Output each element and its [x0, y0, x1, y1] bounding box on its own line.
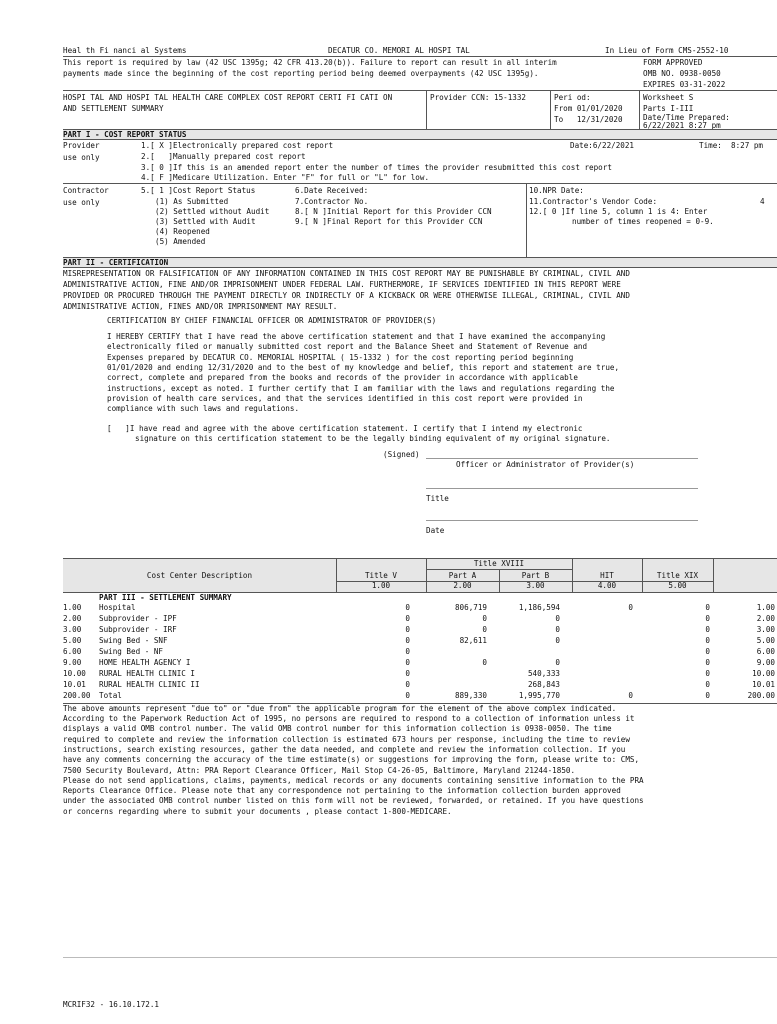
settlement-footnote: The above amounts represent "due to" or "due from" the applicable program for the element of the above complex indicated.: [63, 704, 617, 713]
time-field: Time: 8:27 pm: [699, 141, 764, 150]
period-to: To 12/31/2020: [554, 115, 623, 124]
status-line-4: 4.[ F ]Medicare Utilization. Enter "F" for full or "L" for low.: [141, 173, 430, 182]
row-line-number: 5.00: [63, 636, 82, 645]
cert-heading: CERTIFICATION BY CHIEF FINANCIAL OFFICER OR ADMINISTRATOR OF PROVIDER(S): [107, 316, 437, 325]
row-line-number-right: 10.01: [752, 680, 775, 689]
omb-number: OMB NO. 0938-0050: [643, 69, 721, 78]
notice-line-1: This report is required by law (42 USC 1395g; 42 CFR 413.20(b)). Failure to report can result in all interim: [63, 58, 557, 67]
certification-text-line: 01/01/2020 and ending 12/31/2020 and to the best of my knowledge and belief, this report and statement are true,: [107, 362, 620, 372]
row-amount: 1,186,594: [518, 603, 560, 612]
row-line-number: 1.00: [63, 603, 82, 612]
paperwork-text-line: Reports Clearance Office. Please note that any correspondence not pertaining to the information collection burden approved: [63, 786, 621, 796]
paperwork-text-line: under the associated OMB control number listed on this form will not be reviewed, forwarded, or retained. If you have questions: [63, 796, 644, 806]
status-line-2: 2.[ ]Manually prepared cost report: [141, 152, 306, 161]
row-amount: 0: [628, 691, 633, 700]
row-description: Hospital: [99, 603, 136, 612]
footer-code: MCRIF32 - 16.10.172.1: [63, 1000, 160, 1009]
row-line-number: 3.00: [63, 625, 82, 634]
row-line-number-right: 2.00: [756, 614, 775, 623]
hospital-name: DECATUR CO. MEMORI AL HOSPI TAL: [328, 46, 470, 55]
paperwork-text-line: have any comments concerning the accuracy of the time estimate(s) or suggestions for improving the form, please write to: CMS,: [63, 755, 640, 765]
certification-text-line: provision of health care services, and that the services identified in this cost report were provided in: [107, 393, 583, 403]
row-amount: 0: [405, 658, 410, 667]
row-amount: 0: [705, 625, 710, 634]
form-approved: FORM APPROVED: [643, 58, 703, 67]
row-description: Subprovider - IRF: [99, 625, 177, 634]
row-line-number: 200.00: [63, 691, 91, 700]
row-amount: 0: [705, 614, 710, 623]
row-description: RURAL HEALTH CLINIC II: [99, 680, 200, 689]
row-line-number-right: 10.00: [752, 669, 775, 678]
period-from: From 01/01/2020: [554, 104, 623, 113]
worksheet-parts: Parts I-III: [643, 104, 694, 113]
date-label: Date: [426, 526, 445, 535]
row-amount: 0: [405, 669, 410, 678]
row-amount: 0: [705, 691, 710, 700]
row-description: Total: [99, 691, 122, 700]
part3-heading: PART III - SETTLEMENT SUMMARY: [99, 593, 232, 602]
agree-line-2: signature on this certification statement to be the legally binding equivalent of my original signature.: [135, 434, 611, 443]
cost-report-status-option: (4) Reopened: [155, 227, 210, 236]
row-amount: 0: [405, 636, 410, 645]
row-line-number: 6.00: [63, 647, 82, 656]
status-line-12a: 12.[ 0 ]If line 5, column 1 is 4: Enter: [529, 207, 708, 216]
status-line-8: 8.[ N ]Initial Report for this Provider CCN: [295, 207, 492, 216]
system-name: Heal th Fi nanci al Systems: [63, 46, 187, 55]
provider-use-1: Provider: [63, 141, 100, 150]
status-line-3: 3.[ 0 ]If this is an amended report enter the number of times the provider resubmitted this cost report: [141, 163, 612, 172]
report-title-1: HOSPI TAL AND HOSPI TAL HEALTH CARE COMPLEX COST REPORT CERTI FI CATI ON: [63, 93, 393, 102]
notice-line-2: payments made since the beginning of the cost reporting period being deemed overpayments (42 USC 1395g).: [63, 69, 539, 78]
title-xviii-header: Title XVIII: [473, 559, 525, 568]
part2-heading: PART II - CERTIFICATION: [63, 258, 169, 267]
row-amount: 889,330: [454, 691, 487, 700]
contractor-use-2: use only: [63, 198, 100, 207]
warning-text-line: MISREPRESENTATION OR FALSIFICATION OF ANY INFORMATION CONTAINED IN THIS COST REPORT MAY BE PUNISHABLE BY CRIMINAL, CIVIL AND: [63, 269, 630, 278]
row-amount: 0: [482, 658, 487, 667]
row-amount: 0: [705, 636, 710, 645]
row-amount: 0: [705, 658, 710, 667]
row-amount: 0: [405, 614, 410, 623]
row-amount: 1,995,770: [518, 691, 560, 700]
paperwork-text-line: 7500 Security Boulevard, Attn: PRA Report Clearance Officer, Mail Stop C4-26-05, Baltimore, Maryland 21244-1850.: [63, 765, 576, 775]
row-amount: 0: [405, 603, 410, 612]
row-amount: 0: [555, 614, 560, 623]
officer-label: Officer or Administrator of Provider(s): [456, 460, 635, 469]
paperwork-text-line: instructions, search existing resources, gather the data needed, and complete and review the information collection. If you: [63, 744, 626, 754]
status-line-10: 10.NPR Date:: [529, 186, 584, 195]
row-description: Subprovider - IPF: [99, 614, 177, 623]
row-line-number: 9.00: [63, 658, 82, 667]
row-amount: 0: [705, 603, 710, 612]
column-header-number: 2.00: [453, 581, 472, 590]
row-amount: 0: [555, 625, 560, 634]
agree-line-1: [ ]I have read and agree with the above certification statement. I certify that I intend my electronic: [107, 424, 583, 433]
certification-text-line: electronically filed or manually submitted cost report and the Balance Sheet and Statement of Revenue and: [107, 342, 588, 352]
form-number: In Lieu of Form CMS-2552-10: [605, 46, 729, 55]
paperwork-text-line: displays a valid OMB control number. The valid OMB control number for this information collection is 0938-0050. The time: [63, 724, 612, 734]
row-line-number-right: 5.00: [756, 636, 775, 645]
row-amount: 0: [482, 625, 487, 634]
cost-center-header: Cost Center Description: [146, 571, 253, 580]
row-description: HOME HEALTH AGENCY I: [99, 658, 191, 667]
column-header-number: 4.00: [597, 581, 617, 590]
status-line-11: 11.Contractor's Vendor Code:: [529, 197, 658, 206]
column-header-number: 1.00: [371, 581, 391, 590]
expires: EXPIRES 03-31-2022: [643, 80, 726, 89]
column-header-name: Title V: [364, 571, 397, 580]
certification-text-line: compliance with such laws and regulations.: [107, 404, 300, 414]
column-header-name: HIT: [600, 571, 614, 580]
row-line-number: 10.00: [63, 669, 86, 678]
row-line-number: 2.00: [63, 614, 82, 623]
report-title-2: AND SETTLEMENT SUMMARY: [63, 104, 164, 113]
paperwork-text-line: According to the Paperwork Reduction Act of 1995, no persons are required to respond to a collection of information unless it: [63, 714, 635, 723]
status-line-6: 6.Date Received:: [295, 186, 369, 195]
date-field: Date:6/22/2021: [570, 141, 635, 150]
certification-text-line: instructions, except as noted. I further certify that I am familiar with the laws and regulations regarding the: [107, 383, 615, 393]
row-line-number-right: 6.00: [756, 647, 775, 656]
cost-report-status-option: (1) As Submitted: [155, 197, 229, 206]
column-header-name: Title XIX: [656, 571, 699, 580]
cost-report-status-option: (5) Amended: [155, 237, 206, 246]
row-description: Swing Bed - SNF: [99, 636, 168, 645]
paperwork-text-line: required to complete and review the information collection is estimated 673 hours per response, including the time to review: [63, 734, 630, 744]
status-line-9: 9.[ N ]Final Report for this Provider CCN: [295, 217, 483, 226]
status-line-12b: number of times reopened = 0-9.: [572, 217, 714, 226]
row-description: Swing Bed - NF: [99, 647, 164, 656]
row-amount: 0: [705, 669, 710, 678]
cost-report-status-option: (3) Settled with Audit: [155, 217, 256, 226]
row-amount: 0: [705, 647, 710, 656]
certification-text-line: Expenses prepared by DECATUR CO. MEMORIAL HOSPITAL ( 15-1332 ) for the cost reporting period beginning: [107, 352, 574, 362]
column-header-name: Part B: [521, 571, 550, 580]
vendor-code: 4: [760, 197, 765, 206]
row-line-number: 10.01: [63, 680, 86, 689]
warning-text-line: ADMINISTRATIVE ACTION, FINES AND/OR IMPRISONMENT MAY RESULT.: [63, 302, 338, 311]
date-prepared: 6/22/2021 8:27 pm: [643, 121, 721, 130]
row-description: RURAL HEALTH CLINIC I: [99, 669, 196, 678]
contractor-use-1: Contractor: [63, 186, 109, 195]
provider-ccn: Provider CCN: 15-1332: [430, 93, 527, 102]
row-amount: 0: [555, 658, 560, 667]
row-amount: 0: [405, 691, 410, 700]
row-line-number-right: 200.00: [747, 691, 775, 700]
certification-text-line: I HEREBY CERTIFY that I have read the above certification statement and that I have examined the accompanying: [107, 332, 606, 341]
part1-heading: PART I - COST REPORT STATUS: [63, 130, 187, 139]
worksheet: Worksheet S: [643, 93, 694, 102]
row-amount: 0: [555, 636, 560, 645]
column-header-number: 3.00: [526, 581, 545, 590]
warning-text-line: ADMINISTRATIVE ACTION, FINE AND/OR IMPRISONMENT UNDER FEDERAL LAW. FURTHERMORE, IF SERVICES IDENTIFIED IN THIS REPORT WERE: [63, 280, 621, 289]
row-amount: 0: [405, 625, 410, 634]
row-amount: 0: [705, 680, 710, 689]
certification-text-line: correct, complete and prepared from the books and records of the provider in accordance with applicable: [107, 373, 578, 383]
warning-text-line: PROVIDED OR PROCURED THROUGH THE PAYMENT DIRECTLY OR INDIRECTLY OF A KICKBACK OR WERE OTHERWISE ILLEGAL, CRIMINAL, CIVIL AND: [63, 291, 630, 300]
status-line-7: 7.Contractor No.: [295, 197, 369, 206]
column-header-number: 5.00: [668, 581, 687, 590]
signed-label: (Signed): [383, 450, 420, 459]
row-line-number-right: 3.00: [756, 625, 775, 634]
row-amount: 0: [405, 680, 410, 689]
provider-use-2: use only: [63, 153, 100, 162]
status-line-1: 1.[ X ]Electronically prepared cost report: [141, 141, 334, 150]
date-prepared-label: Date/Time Prepared:: [643, 113, 730, 122]
column-header-name: Part A: [448, 571, 477, 580]
row-amount: 0: [628, 603, 633, 612]
row-line-number-right: 1.00: [756, 603, 775, 612]
row-amount: 0: [405, 647, 410, 656]
title-label: Title: [426, 494, 449, 503]
paperwork-text-line: Please do not send applications, claims, payments, medical records or any documents containing sensitive information to the PRA: [63, 775, 644, 785]
paperwork-text-line: or concerns regarding where to submit your documents , please contact 1-800-MEDICARE.: [63, 806, 452, 816]
row-amount: 806,719: [454, 603, 487, 612]
status-line-5: 5.[ 1 ]Cost Report Status: [141, 186, 256, 195]
row-amount: 540,333: [527, 669, 560, 678]
cost-report-status-option: (2) Settled without Audit: [155, 207, 270, 216]
row-amount: 0: [482, 614, 487, 623]
row-amount: 268,843: [527, 680, 560, 689]
row-amount: 82,611: [459, 636, 487, 645]
period-label: Peri od:: [554, 93, 591, 102]
row-line-number-right: 9.00: [756, 658, 775, 667]
